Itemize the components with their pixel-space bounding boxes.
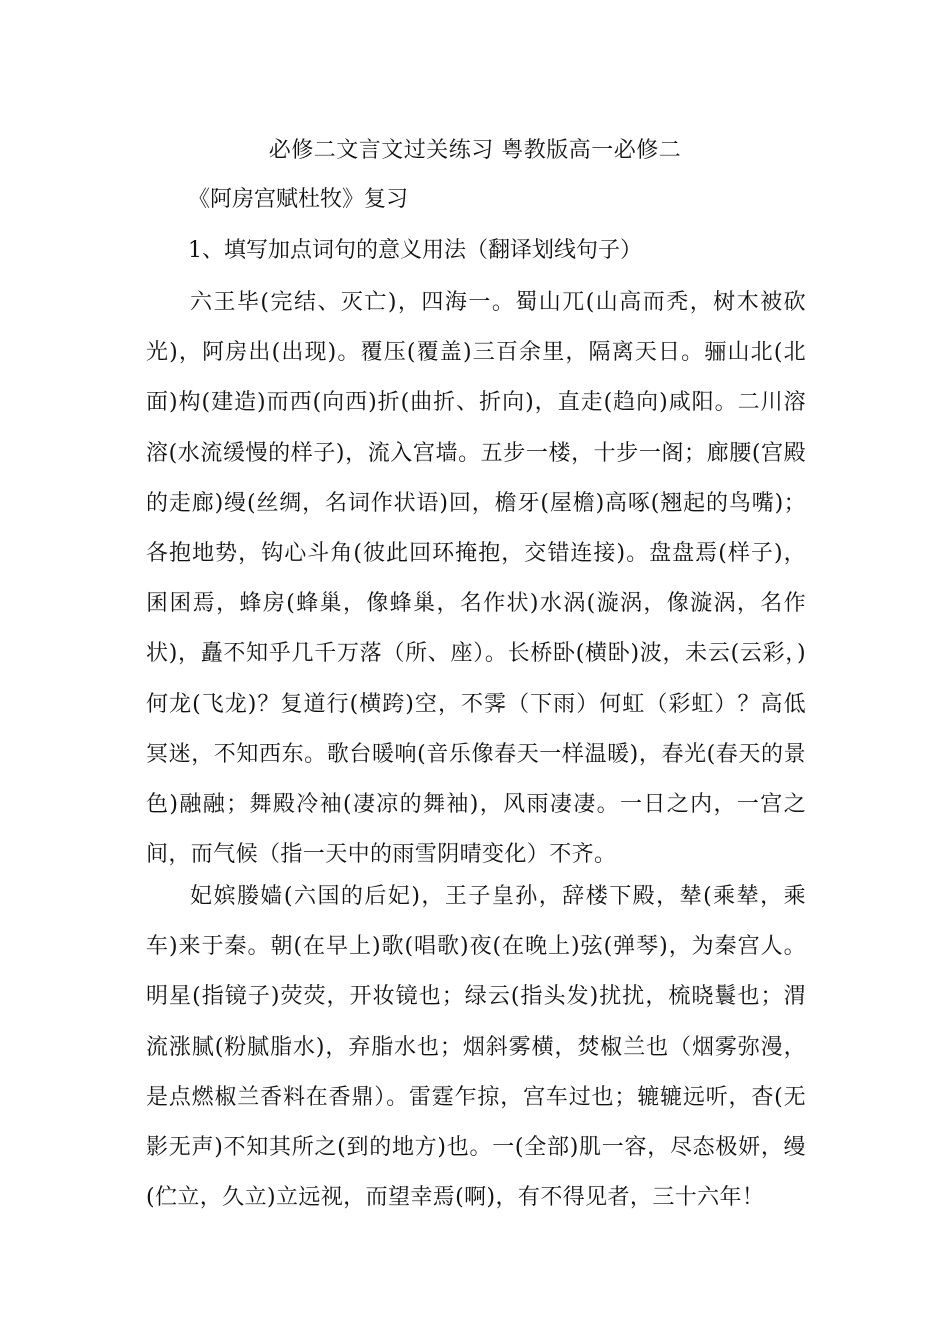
paragraph-2: 妃嫔媵嫱(六国的后妃)，王子皇孙，辞楼下殿，辇(乘辇，乘车)来于秦。朝(在早上)歌(唱歌)夜(在晚上)弦(弹琴)，为秦宫人。明星(指镜子)荧荧，开妆镜也；绿云(指头发)扰扰，梳晓鬟也；渭流涨腻(粉腻脂水)，弃脂水也；烟斜雾横，焚椒兰也（烟雾弥漫，是点燃椒兰香料在香鼎）。雷霆乍掠，宫车过也；辘辘远听，杳(无影无声)不知其所之(到的地方)也。一(全部)肌一容，尽态极妍，缦(伫立，久立)立远视，而望幸焉(啊)，有不得见者，三十六年！: [146, 884, 806, 1211]
paragraph-1: 六王毕(完结、灭亡)，四海一。蜀山兀(山高而秃，树木被砍光)，阿房出(出现)。覆压(覆盖)三百余里，隔离天日。骊山北(北面)构(建造)而西(向西)折(曲折、折向)，直走(趋向)咸阳。二川溶溶(水流缓慢的样子)，流入宫墙。五步一楼，十步一阁；廊腰(宫殿的走廊)缦(丝绸，名词作状语)回，檐牙(屋檐)高啄(翘起的鸟嘴)；各抱地势，钩心斗角(彼此回环掩抱，交错连接)。盘盘焉(样子)，囷囷焉，蜂房(蜂巢，像蜂巢，名作状)水涡(漩涡，像漩涡，名作状)，矗不知乎几千万落（所、座）。长桥卧(横卧)波，未云(云彩，)何龙(飞龙)？复道行(横跨)空，不霁（下雨）何虹（彩虹）？高低冥迷，不知西东。歌台暖响(音乐像春天一样温暖)，春光(春天的景色)融融；舞殿冷袖(凄凉的舞袖)，风雨凄凄。一日之内，一宫之间，而气候（指一天中的雨雪阴晴变化）不齐。: [146, 290, 806, 868]
document-title: 必修二文言文过关练习 粤教版高一必修二: [268, 138, 682, 163]
exercise-instruction: 1、填写加点词句的意义用法（翻译划线句子）: [188, 238, 642, 263]
section-subheading: 《阿房宫赋杜牧》复习: [188, 187, 409, 212]
